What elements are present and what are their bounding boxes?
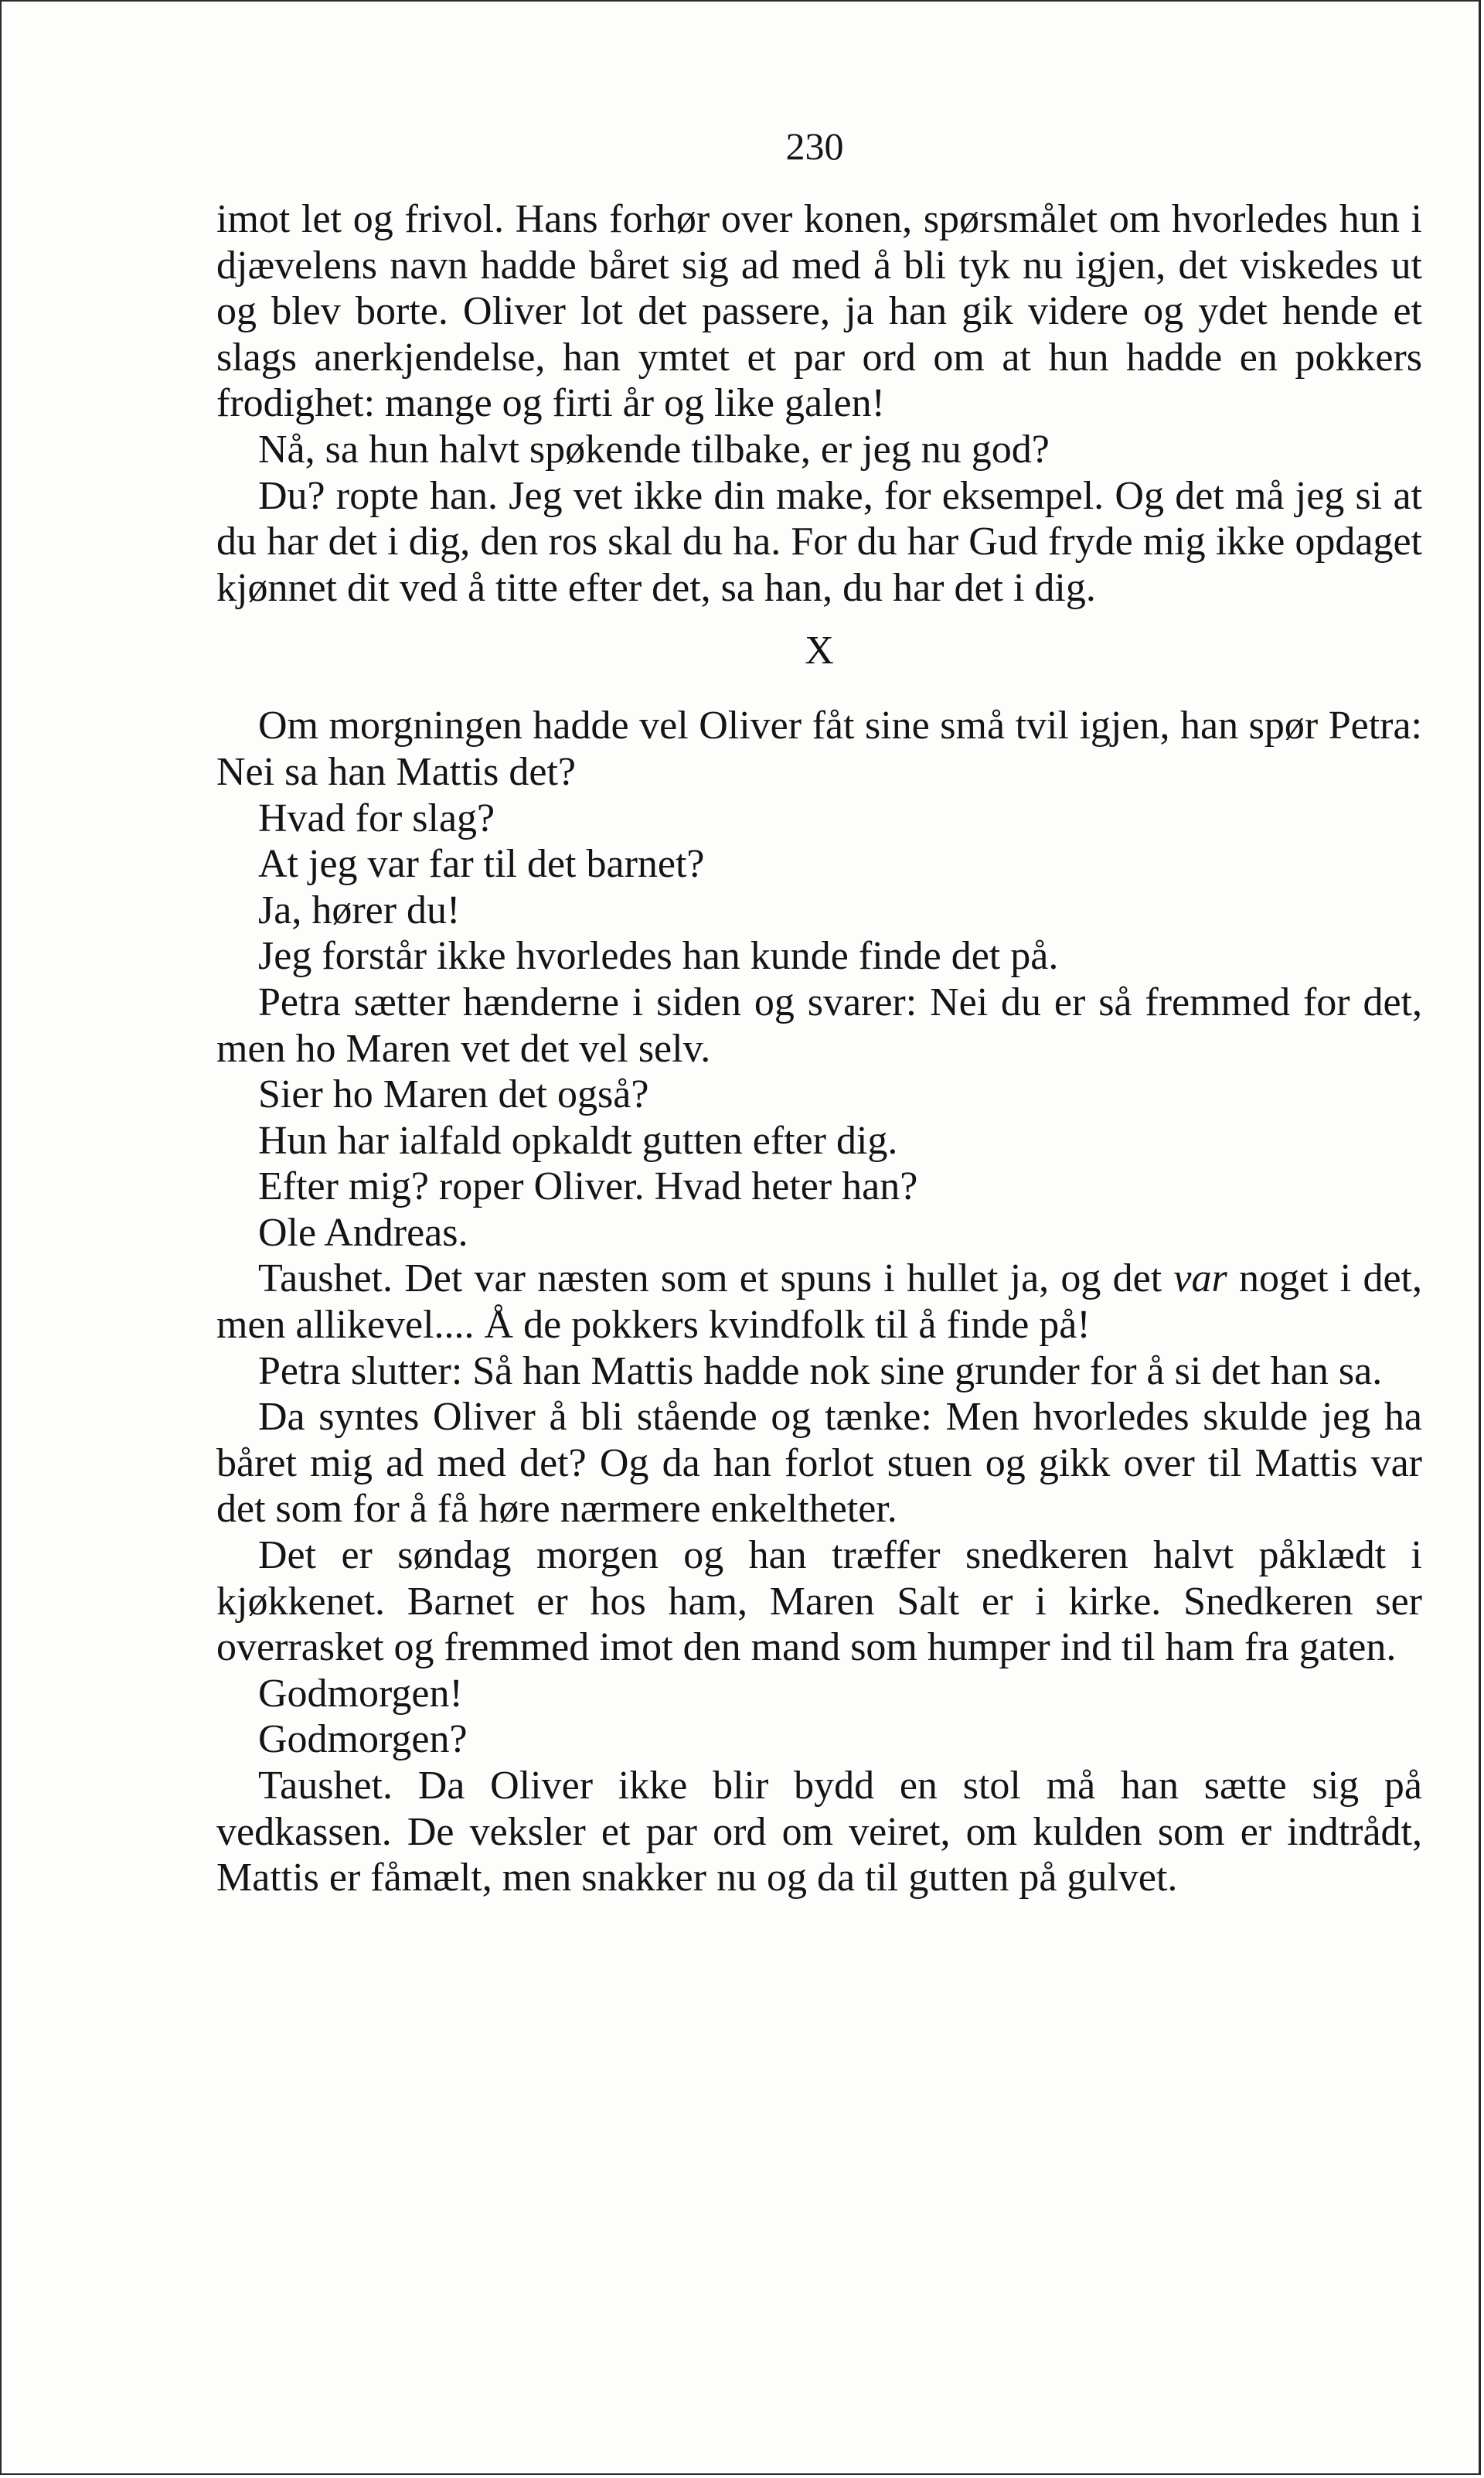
- paragraph: Godmorgen!: [258, 1671, 463, 1716]
- paragraph: Ole Andreas.: [258, 1210, 468, 1255]
- paragraph: Petra slutter: Så han Mattis hadde nok sine grunder for å si det han sa.: [258, 1348, 1383, 1393]
- section-heading: X: [805, 629, 834, 673]
- paragraph: Jeg forstår ikke hvorledes han kunde finde det på.: [258, 934, 1059, 979]
- paragraph: Ja, hører du!: [258, 888, 461, 932]
- paragraph: Efter mig? roper Oliver. Hvad heter han?: [258, 1164, 918, 1209]
- text-run: Taushet. Det var næsten som et spuns i hullet ja, og det: [258, 1256, 1174, 1301]
- page-number: 230: [785, 124, 844, 168]
- paragraph: imot let og frivol. Hans forhør over konen, spørsmålet om hvorledes hun i djævelens navn hadde båret sig ad med å bli tyk nu igjen, det viskedes ut og blev borte. Oliver lot det passere, ja han gik videre og ydet hende et slags anerkjendelse, han ymtet et par ord om at hun hadde en pokkers frodighet: mange og firti år og like galen!: [216, 197, 1422, 426]
- paragraph: Du? ropte han. Jeg vet ikke din make, for eksempel. Og det må jeg si at du har det i dig, den ros skal du ha. For du har Gud fryde mig ikke opdaget kjønnet dit ved å titte efter det, sa han, du har det i dig.: [216, 473, 1422, 610]
- paragraph: Godmorgen?: [258, 1717, 468, 1762]
- paragraph: Om morgningen hadde vel Oliver fåt sine små tvil igjen, han spør Petra: Nei sa han Mattis det?: [216, 704, 1422, 794]
- text-run: noget i det, men allikevel.... Å de pokkers kvindfolk til å finde på!: [216, 1256, 1422, 1348]
- paragraph: Det er søndag morgen og han træffer snedkeren halvt påklædt i kjøkkenet. Barnet er hos ham, Maren Salt er i kirke. Snedkeren ser overrasket og fremmed imot den mand som humper ind til ham fra gaten.: [216, 1533, 1422, 1670]
- paragraph: Sier ho Maren det også?: [258, 1072, 649, 1117]
- paragraph: Da syntes Oliver å bli stående og tænke: Men hvorledes skulde jeg ha båret mig ad med det? Og da han forlot stuen og gikk over til Mattis var det som for å få høre nærmere enkeltheter.: [216, 1395, 1422, 1532]
- paragraph: [216, 1256, 1422, 1348]
- paragraph: Nå, sa hun halvt spøkende tilbake, er jeg nu god?: [258, 427, 1050, 472]
- paragraph: Hun har ialfald opkaldt gutten efter dig.: [258, 1118, 898, 1163]
- paragraph: Petra sætter hænderne i siden og svarer: Nei du er så fremmed for det, men ho Maren vet det vel selv.: [216, 980, 1422, 1071]
- emphasis-text: var: [1173, 1256, 1227, 1301]
- paragraph: Taushet. Da Oliver ikke blir bydd en stol må han sætte sig på vedkassen. De veksler et par ord om veiret, om kulden som er indtrådt, Mattis er fåmælt, men snakker nu og da til gutten på gulvet.: [216, 1764, 1422, 1900]
- paragraph: Hvad for slag?: [258, 796, 495, 840]
- body-text: [216, 196, 1422, 1901]
- paragraph: At jeg var far til det barnet?: [258, 842, 705, 887]
